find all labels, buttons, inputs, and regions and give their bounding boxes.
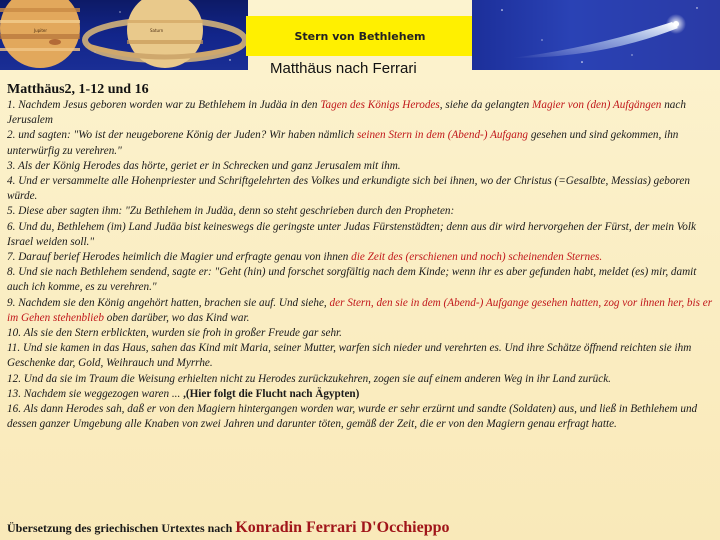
verse-text: 12. Und da sie im Traum die Weisung erhielten nicht zu Herodes zurückzukehren, zogen sie auf einem anderen Weg in ihr Land zurück. [7, 372, 611, 385]
comet-icon [512, 14, 686, 58]
verse-7 [7, 250, 713, 265]
comet-image [472, 0, 720, 70]
verse-13 [7, 387, 713, 402]
section-heading: Matthäus2, 1-12 und 16 [7, 82, 149, 97]
subtitle: Matthäus nach Ferrari [270, 60, 417, 77]
verse-12 [7, 372, 713, 387]
verse-text: nach Jerusalem [7, 99, 686, 127]
verse-9 [7, 296, 713, 326]
verse-list [7, 98, 713, 432]
verse-10 [7, 326, 713, 341]
verse-text: 1. Nachdem Jesus geboren worden war zu Bethlehem in Judäa in den [7, 99, 321, 111]
highlighted-text: Tagen des Königs Herodes [320, 99, 440, 111]
saturn-label: Saturn [150, 28, 164, 33]
verse-text: 16. Als dann Herodes sah, daß er von den Magiern hintergangen worden war, wurde er sehr erzürnt und sandte (Soldaten) aus, und ließ in Bethlehem und dessen ganzer Umgebung alle Knaben von zwei Jahren und darunter töten, gemäß der Zeit, die er von den Magiern genau erfragt hatte. [7, 403, 698, 431]
verse-11 [7, 341, 713, 371]
verse-8 [7, 265, 713, 295]
verse-4 [7, 174, 713, 204]
verse-text: 4. Und er versammelte alle Hohenpriester und Schriftgelehrten des Volkes und erkundigte sich bei ihnen, wo der Christus (=Gesalbte, Messias) geboren würde. [7, 175, 690, 203]
footer-author: Konradin Ferrari D'Occhieppo [235, 519, 450, 536]
planets-image [0, 0, 248, 70]
verse-text: 8. Und sie nach Bethlehem sendend, sagte er: "Geht (hin) und forschet sorgfältig nach dem Kinde; wenn ihr es aber gefunden habt, meldet (es) mir, damit auch ich komme, es zu verehren." [7, 266, 697, 294]
verse-text: 11. Und sie kamen in das Haus, sahen das Kind mit Maria, seiner Mutter, warfen sich nieder und verehrten es. Und ihre Schätze öffnend reichten sie ihm Geschenke dar, Gold, Weihrauch und Myrrhe. [7, 342, 692, 370]
verse-text: 13. Nachdem sie weggezogen waren ... [7, 387, 184, 400]
verse-14 [7, 402, 713, 432]
verse-text: 2. und sagten: "Wo ist der neugeborene König der Juden? Wir haben nämlich [7, 129, 358, 142]
verse-text: , siehe da gelangten [439, 99, 533, 111]
verse-text: oben darüber, wo das Kind war. [103, 311, 250, 324]
verse-text: 10. Als sie den Stern erblickten, wurden sie froh in großer Freude gar sehr. [7, 327, 342, 340]
jupiter-label: Jupiter [34, 28, 48, 33]
verse-text: gesehen und sind gekommen, ihn unterwürfig zu verehren." [7, 129, 679, 157]
verse-2 [7, 128, 713, 158]
saturn-icon [85, 0, 245, 68]
highlighted-text: der Stern, den sie in dem (Abend-) Aufgange gesehen hatten, zog vor ihnen her, bis er im Gehen stehenblieb [7, 296, 713, 324]
verse-text: 6. Und du, Bethlehem (im) Land Judäa bist keineswegs die geringste unter Judas Fürstenstädten; denn aus dir wird hervorgehen der Fürst, der mein Volk Israel weiden soll." [7, 220, 696, 248]
verse-text: 3. Als der König Herodes das hörte, geriet er in Schrecken und ganz Jerusalem mit ihm. [7, 159, 401, 172]
footer-prefix: Übersetzung des griechischen Urtextes nach [7, 521, 236, 535]
verse-text: 9. Nachdem sie den König angehört hatten, brachen sie auf. Und siehe, [7, 296, 330, 309]
footer [7, 519, 450, 537]
highlighted-text: die Zeit des (erschienen und noch) scheinenden Sternes. [351, 251, 603, 264]
bold-note: ,(Hier folgt die Flucht nach Ägypten) [183, 387, 360, 400]
verse-5 [7, 204, 713, 219]
verse-3 [7, 159, 713, 174]
verse-1 [7, 98, 713, 128]
title-box [246, 16, 474, 56]
page-title: Stern von Bethlehem [294, 29, 426, 43]
jupiter-icon [0, 0, 80, 68]
verse-text: 5. Diese aber sagten ihm: "Zu Bethlehem in Judäa, denn so steht geschrieben durch den Propheten: [7, 205, 455, 218]
highlighted-text: seinen Stern in dem (Abend-) Aufgang [357, 129, 529, 142]
highlighted-text: Magier von (den) Aufgängen [532, 99, 662, 111]
verse-text: 7. Darauf berief Herodes heimlich die Magier und erfragte genau von ihnen [7, 251, 352, 264]
verse-6 [7, 220, 713, 250]
